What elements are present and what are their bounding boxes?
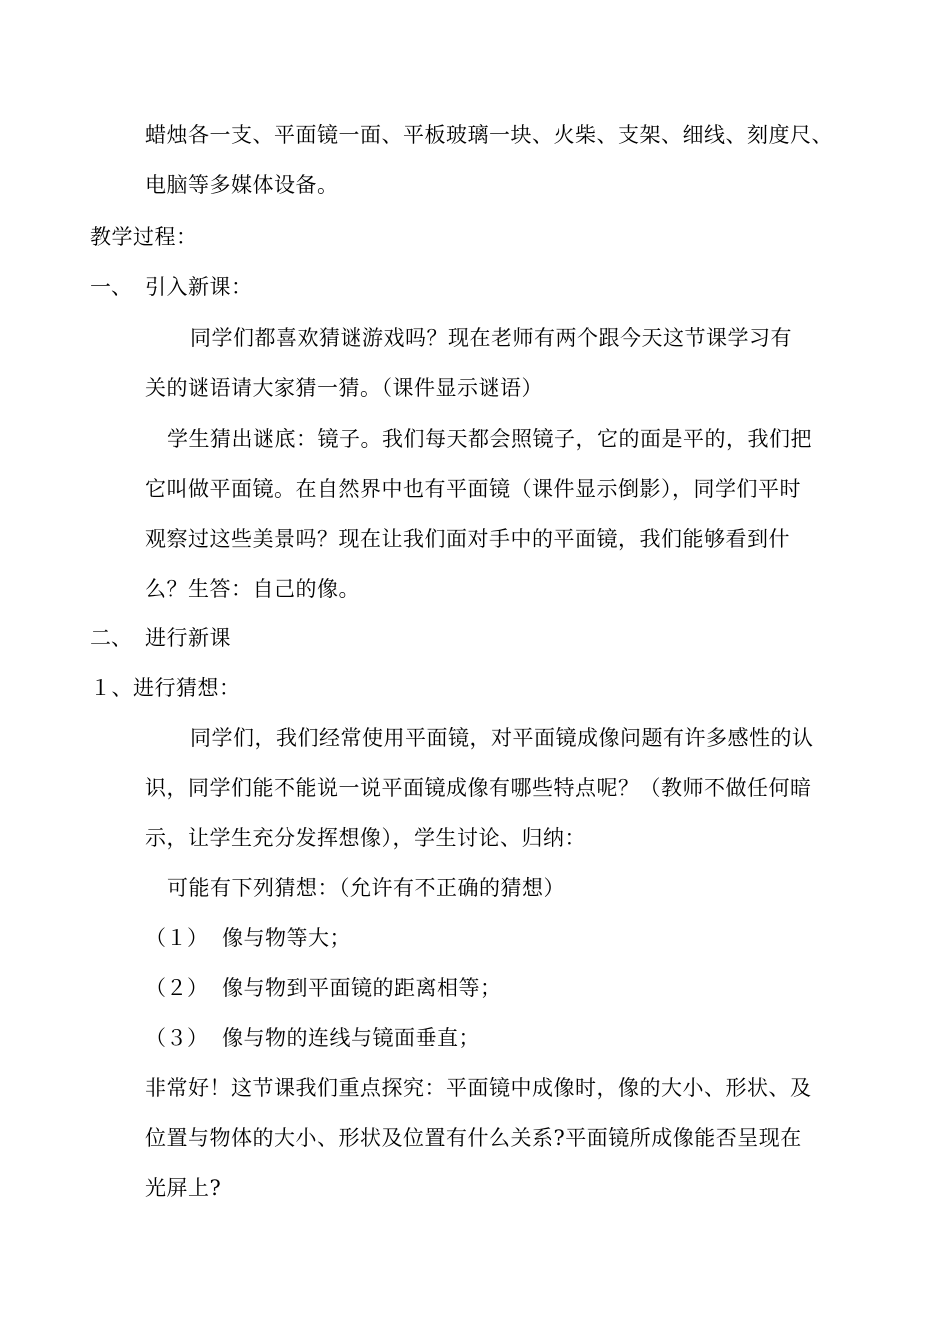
teaching-process-heading: 教学过程： [90, 225, 198, 249]
materials-line-1: 蜡烛各一支、平面镜一面、平板玻璃一块、火柴、支架、细线、刻度尺、 [145, 123, 833, 147]
answer-paragraph-line-1: 学生猜出谜底：镜子。我们每天都会照镜子，它的面是平的，我们把 [167, 427, 812, 451]
guess-item-1: 像与物等大； [222, 926, 351, 950]
answer-paragraph-line-4: 么？生答：自己的像。 [145, 577, 360, 601]
guess-item-3: 像与物的连线与镜面垂直； [222, 1026, 480, 1050]
item-marker-3: （３） [145, 1026, 208, 1050]
subsection-guess-heading: １、进行猜想： [90, 676, 241, 700]
focus-paragraph-line-3: 光屏上? [145, 1176, 222, 1200]
guess-paragraph-line-3: 示，让学生充分发挥想像），学生讨论、归纳： [145, 826, 586, 850]
section-title-intro: 引入新课： [145, 275, 253, 299]
section-marker-2: 二、 [90, 626, 132, 650]
item-marker-2: （２） [145, 976, 208, 1000]
focus-paragraph-line-2: 位置与物体的大小、形状及位置有什么关系?平面镜所成像能否呈现在 [145, 1126, 802, 1150]
intro-paragraph-line-1: 同学们都喜欢猜谜游戏吗？现在老师有两个跟今天这节课学习有 [190, 326, 792, 350]
guess-paragraph-line-1: 同学们，我们经常使用平面镜，对平面镜成像问题有许多感性的认 [190, 726, 814, 750]
guess-paragraph-line-2: 识，同学们能不能说一说平面镜成像有哪些特点呢？（教师不做任何暗 [145, 776, 812, 800]
section-marker-1: 一、 [90, 275, 132, 299]
item-marker-1: （１） [145, 926, 208, 950]
possible-guesses-intro: 可能有下列猜想：（允许有不正确的猜想） [167, 876, 565, 900]
intro-paragraph-line-2: 关的谜语请大家猜一猜。（课件显示谜语） [145, 376, 543, 400]
guess-item-2: 像与物到平面镜的距离相等； [222, 976, 502, 1000]
focus-paragraph-line-1: 非常好！这节课我们重点探究：平面镜中成像时，像的大小、形状、及 [145, 1076, 812, 1100]
answer-paragraph-line-2: 它叫做平面镜。在自然界中也有平面镜（课件显示倒影），同学们平时 [145, 477, 801, 501]
answer-paragraph-line-3: 观察过这些美景吗？现在让我们面对手中的平面镜，我们能够看到什 [145, 527, 790, 551]
section-title-new-lesson: 进行新课 [145, 626, 231, 650]
materials-line-2: 电脑等多媒体设备。 [145, 173, 339, 197]
